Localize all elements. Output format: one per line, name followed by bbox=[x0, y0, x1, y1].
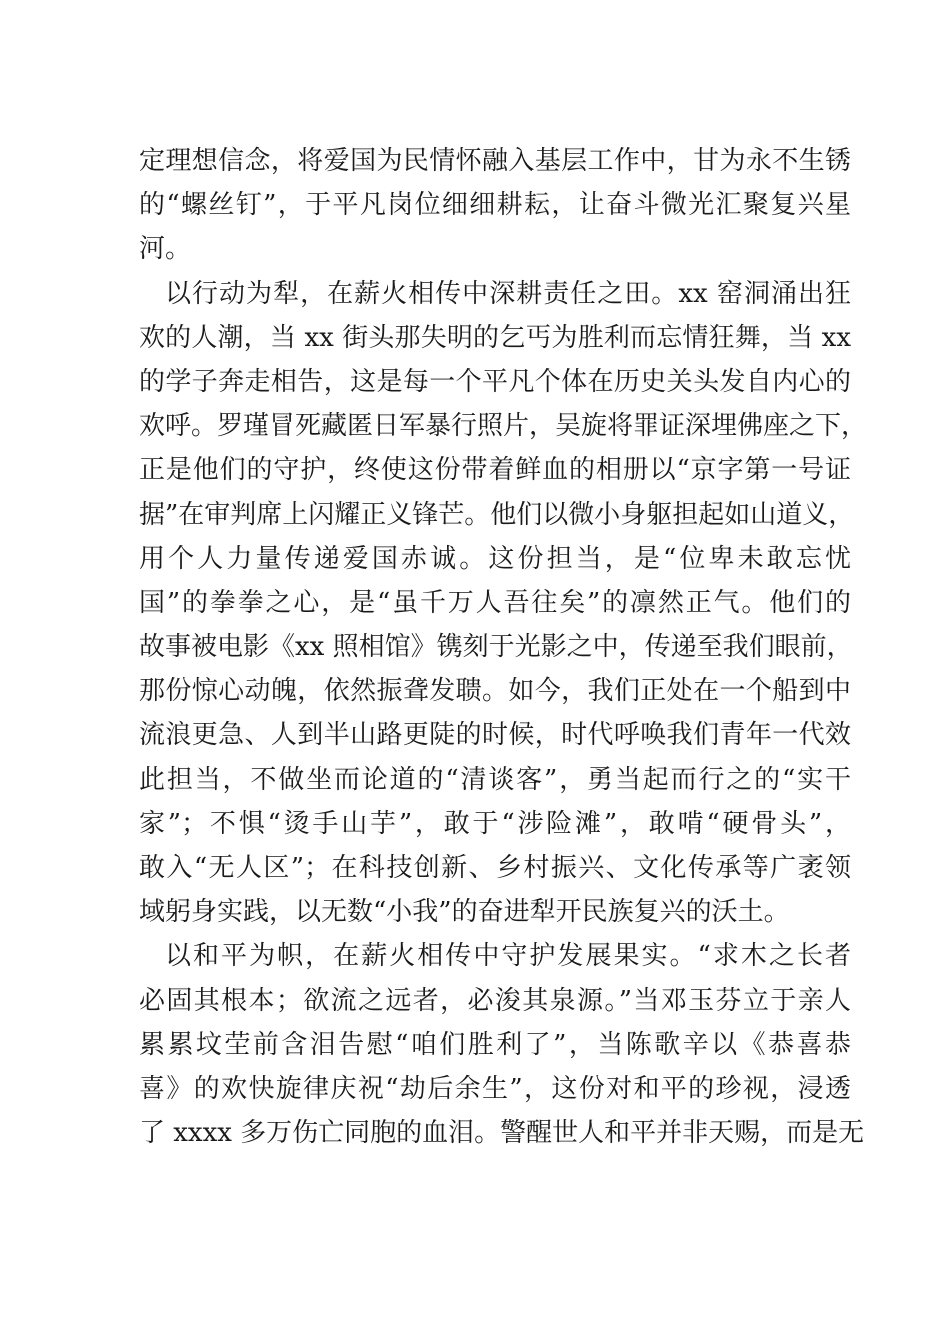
text-line: 家”；不惧“烫手山芋”，敢于“涉险滩”，敢啃“硬骨头”， bbox=[139, 808, 851, 839]
text-line: 的学子奔走相告，这是每一个平凡个体在历史关头发自内心的 bbox=[139, 366, 851, 397]
body-text bbox=[139, 139, 868, 1155]
text-line: 正是他们的守护，终使这份带着鲜血的相册以“京字第一号证 bbox=[139, 455, 851, 486]
text-line: 以和平为帜，在薪火相传中守护发展果实。“求木之长者 bbox=[165, 941, 851, 972]
text-line: 那份惊心动魄，依然振聋发聩。如今，我们正处在一个船到中 bbox=[139, 676, 851, 707]
text-line: 国”的拳拳之心，是“虽千万人吾往矣”的凛然正气。他们的 bbox=[139, 587, 851, 618]
text-line: 河。 bbox=[139, 234, 192, 265]
text-line: 据”在审判席上闪耀正义锋芒。他们以微小身躯担起如山道义， bbox=[139, 499, 855, 530]
text-line: 欢的人潮，当 xx 街头那失明的乞丐为胜利而忘情狂舞，当 xx bbox=[139, 322, 851, 353]
text-line: 用个人力量传递爱国赤诚。这份担当，是“位卑未敢忘忧 bbox=[139, 543, 851, 574]
text-line: 以行动为犁，在薪火相传中深耕责任之田。xx 窑洞涌出狂 bbox=[165, 278, 851, 309]
text-line: 故事被电影《xx 照相馆》镌刻于光影之中，传递至我们眼前， bbox=[139, 632, 853, 663]
text-line: 必固其根本；欲流之远者，必浚其泉源。”当邓玉芬立于亲人 bbox=[139, 985, 851, 1016]
text-line: 的“螺丝钉”，于平凡岗位细细耕耘，让奋斗微光汇聚复兴星 bbox=[139, 190, 851, 221]
text-line: 流浪更急、人到半山路更陡的时候，时代呼唤我们青年一代效 bbox=[139, 720, 851, 751]
text-line: 敢入“无人区”；在科技创新、乡村振兴、文化传承等广袤领 bbox=[139, 853, 851, 883]
text-line: 累累坟茔前含泪告慰“咱们胜利了”，当陈歌辛以《恭喜恭 bbox=[139, 1029, 851, 1060]
text-line: 定理想信念，将爱国为民情怀融入基层工作中，甘为永不生锈 bbox=[139, 146, 851, 176]
text-line: 喜》的欢快旋律庆祝“劫后余生”，这份对和平的珍视，浸透 bbox=[139, 1073, 851, 1104]
text-line: 此担当，不做坐而论道的“清谈客”，勇当起而行之的“实干 bbox=[139, 764, 851, 795]
text-line: 域躬身实践，以无数“小我”的奋进犁开民族复兴的沃土。 bbox=[139, 897, 790, 928]
text-line: 欢呼。罗瑾冒死藏匿日军暴行照片，吴旋将罪证深埋佛座之下， bbox=[139, 411, 868, 442]
text-line: 了 xxxx 多万伤亡同胞的血泪。警醒世人和平并非天赐，而是无 bbox=[139, 1118, 865, 1149]
